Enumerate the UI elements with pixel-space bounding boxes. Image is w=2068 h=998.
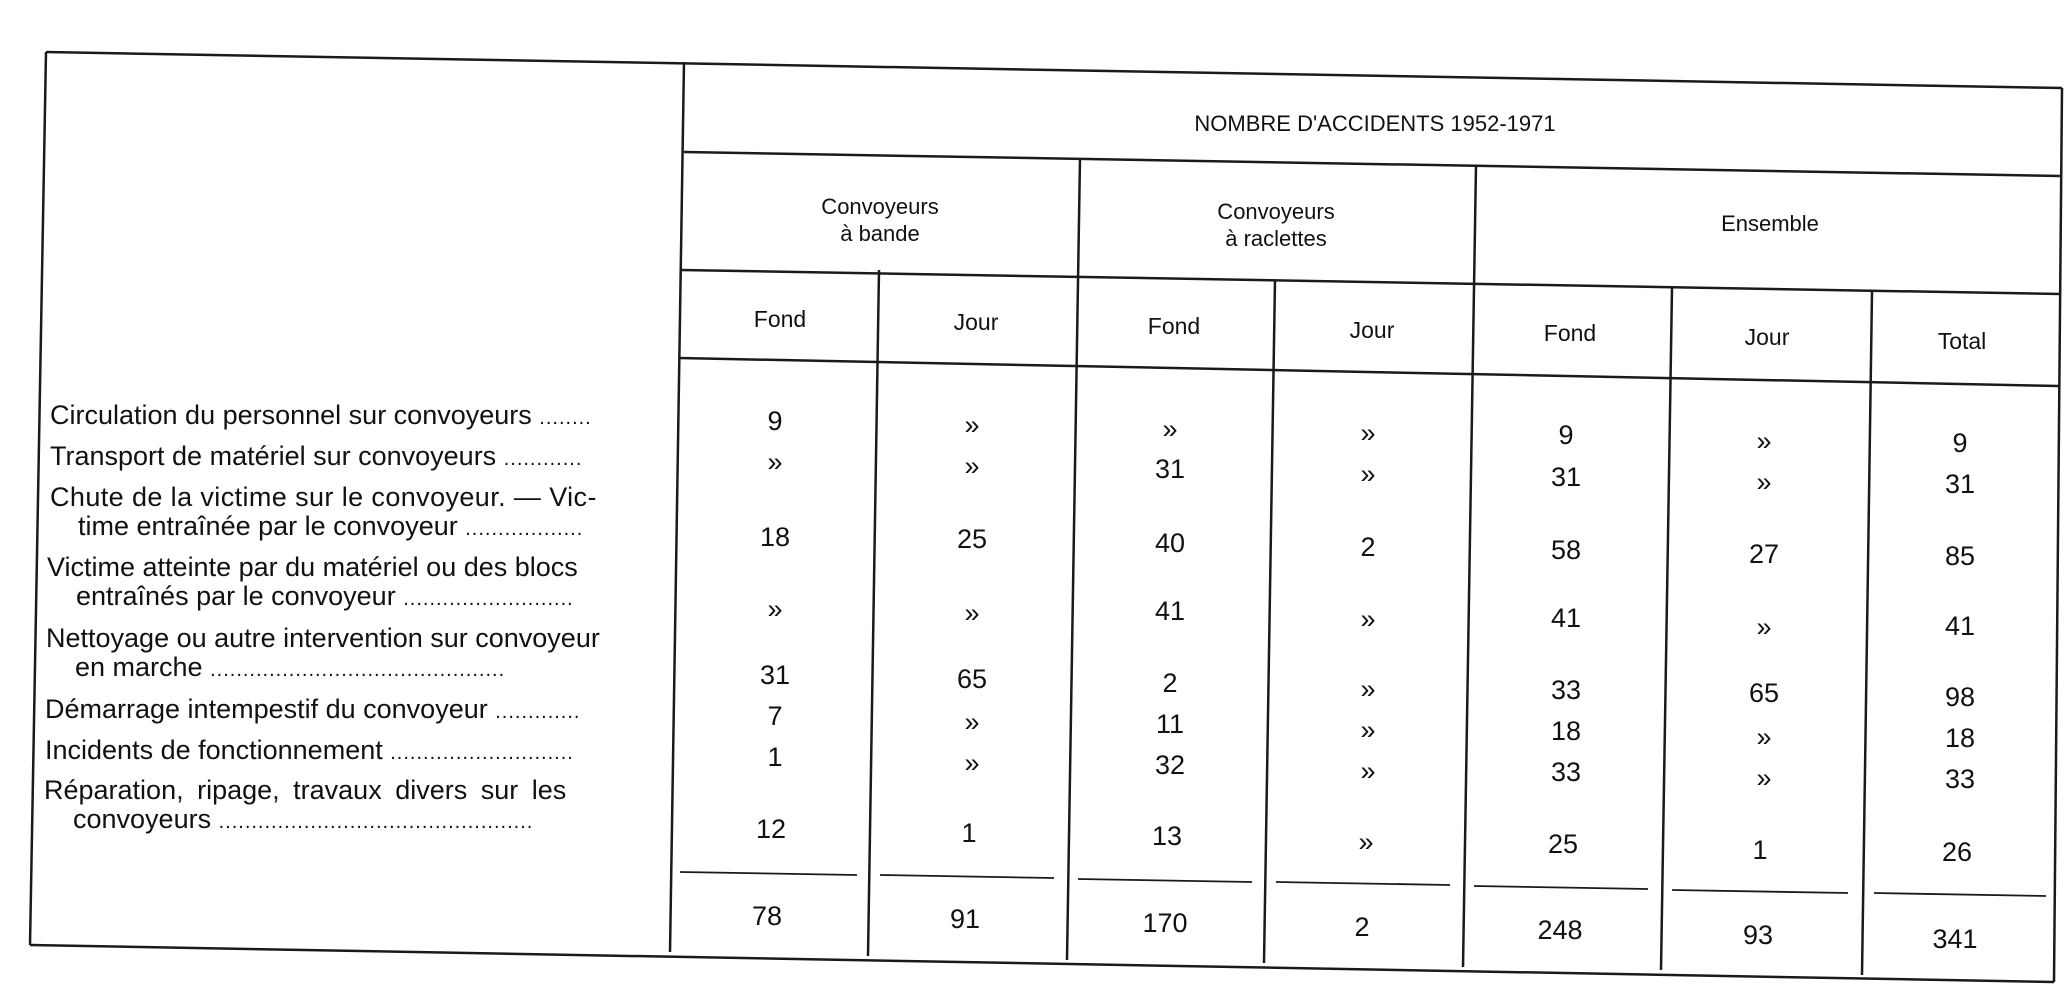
table-cell: 7 [767, 701, 783, 731]
column-header: Jour [1349, 317, 1395, 343]
divider-ensemble-jour [1862, 292, 1872, 975]
table-cell: 40 [1154, 528, 1186, 558]
table-cell: » [767, 594, 783, 624]
row-label-text: convoyeurs [73, 804, 212, 834]
frame-bottom-line [30, 945, 2054, 982]
total-cell: 91 [949, 904, 981, 934]
table-cell: » [1360, 674, 1376, 704]
subtotal-rule [680, 872, 857, 875]
table-cell: 85 [1944, 541, 1976, 571]
table-cell: 65 [956, 664, 988, 694]
table-cell: 18 [1550, 716, 1582, 746]
table-cell: » [1162, 414, 1178, 444]
leader-dots: ................................................ [218, 811, 534, 833]
row-label-text: time entraînée par le convoyeur [78, 511, 458, 541]
table-cell: 31 [1944, 469, 1976, 499]
column-header: Jour [1744, 324, 1790, 350]
total-cell: 341 [1932, 924, 1978, 954]
column-header: Fond [1543, 320, 1597, 346]
table-cell: 31 [1154, 454, 1186, 484]
divider-label-column [670, 62, 684, 952]
table-cell: » [964, 748, 980, 778]
group-header-line: à raclettes [1225, 226, 1327, 251]
divider-bande-raclettes [1067, 158, 1080, 960]
table-cell: » [1756, 763, 1772, 793]
table-cell: 2 [1162, 668, 1178, 698]
table-cell: 65 [1748, 678, 1780, 708]
column-header: Fond [753, 306, 807, 332]
table-cell: » [1756, 426, 1772, 456]
divider-ensemble-fond [1661, 288, 1672, 970]
leader-dots: .......................... [403, 588, 574, 610]
total-cell: 93 [1742, 920, 1774, 950]
table-cell: 31 [759, 660, 791, 690]
table-cell: » [964, 707, 980, 737]
table-cell: » [1360, 459, 1376, 489]
leader-dots: ............. [495, 701, 581, 723]
total-cell: 248 [1537, 915, 1583, 945]
frame-top-line [46, 52, 2062, 88]
total-cell: 78 [751, 901, 783, 931]
divider-raclettes-ensemble [1463, 165, 1476, 967]
table-cell: 41 [1154, 596, 1186, 626]
row-label-text: Incidents de fonctionnement [45, 735, 383, 765]
subtotal-rule [1874, 893, 2046, 896]
divider-bande [868, 270, 879, 956]
table-cell: 58 [1550, 535, 1582, 565]
frame-right-line [2054, 88, 2062, 982]
row-label-text: Transport de matériel sur convoyeurs [50, 441, 497, 471]
subtotal-rules [680, 872, 2046, 896]
group-header-line: Ensemble [1721, 211, 1819, 236]
frame-left-line [30, 52, 46, 945]
table-cell: 11 [1155, 709, 1185, 739]
table-cell: » [1360, 604, 1376, 634]
column-header: Total [1937, 328, 1987, 354]
leader-dots: .................. [465, 518, 584, 540]
group-header-line: Convoyeurs [821, 194, 939, 219]
group-header-bande [821, 193, 938, 247]
group-header-raclettes [1217, 198, 1334, 252]
total-cell: 2 [1354, 912, 1370, 942]
subtotal-rule [1078, 879, 1252, 882]
rule-below-columns [679, 358, 2059, 386]
row-label-text: entraînés par le convoyeur [76, 581, 396, 611]
table-cell: 33 [1550, 675, 1582, 705]
table-cell: 9 [1952, 428, 1968, 458]
leader-dots: ............................................. [210, 659, 506, 681]
table-cell: » [1756, 467, 1772, 497]
group-header-line: Convoyeurs [1217, 199, 1335, 224]
leader-dots: ............ [503, 448, 583, 470]
row-label-text: Victime atteinte par du matériel ou des blocs [47, 552, 578, 582]
table-cell: 41 [1944, 611, 1976, 641]
table-cell: 1 [961, 818, 977, 848]
table-title: NOMBRE D'ACCIDENTS 1952-1971 [1194, 111, 1556, 136]
table-cell: » [964, 451, 980, 481]
table-cell: » [1360, 418, 1376, 448]
table-cell: 27 [1748, 539, 1780, 569]
rule-below-groups [681, 270, 2060, 294]
row-label-text: en marche [75, 652, 203, 682]
table-cell: 18 [1944, 723, 1976, 753]
leader-dots: ........ [539, 407, 592, 429]
row-label-text: Chute de la victime sur le convoyeur. — Vic- [50, 482, 597, 512]
table-cell: 9 [1558, 420, 1574, 450]
row-label-text: Nettoyage ou autre intervention sur convoyeur [46, 623, 600, 653]
table-cell: 9 [767, 406, 783, 436]
subtotal-rule [1672, 890, 1848, 893]
divider-raclettes [1264, 280, 1275, 963]
table-cell: 41 [1550, 603, 1582, 633]
table-cell: 31 [1550, 462, 1582, 492]
table-cell: 1 [1752, 835, 1768, 865]
row-label-text: Circulation du personnel sur convoyeurs [50, 400, 532, 430]
table-cell: 32 [1154, 750, 1186, 780]
group-header-line: à bande [840, 221, 920, 246]
row-label-text: Réparation, ripage, travaux divers sur les [44, 775, 567, 805]
table-cell: » [1358, 827, 1374, 857]
leader-dots: ............................ [390, 742, 574, 764]
subtotal-rule [880, 875, 1054, 878]
table-cell: 98 [1944, 682, 1976, 712]
table-cell: » [964, 598, 980, 628]
group-header-ensemble [1721, 210, 1819, 237]
table-cell: » [1360, 715, 1376, 745]
rule-below-title [684, 152, 2060, 176]
row-label-text: Démarrage intempestif du convoyeur [45, 694, 488, 724]
table-cell: 1 [767, 742, 783, 772]
table-cell: 33 [1944, 764, 1976, 794]
table-cell: 25 [956, 524, 988, 554]
subtotal-rule [1276, 882, 1450, 885]
table-cell: » [1360, 756, 1376, 786]
table-cell: » [767, 447, 783, 477]
total-cell: 170 [1142, 908, 1188, 938]
subtotal-rule [1474, 886, 1648, 889]
table-cell: 26 [1941, 837, 1973, 867]
table-cell: 12 [755, 814, 787, 844]
column-header: Fond [1147, 313, 1201, 339]
table-cell: 33 [1550, 757, 1582, 787]
table-cell: 18 [759, 522, 791, 552]
table-cell: 2 [1360, 532, 1376, 562]
table-cell: 25 [1547, 829, 1579, 859]
table-cell: 13 [1151, 821, 1183, 851]
table-cell: » [1756, 722, 1772, 752]
column-header: Jour [953, 309, 999, 335]
table-cell: » [964, 410, 980, 440]
table-cell: » [1756, 612, 1772, 642]
